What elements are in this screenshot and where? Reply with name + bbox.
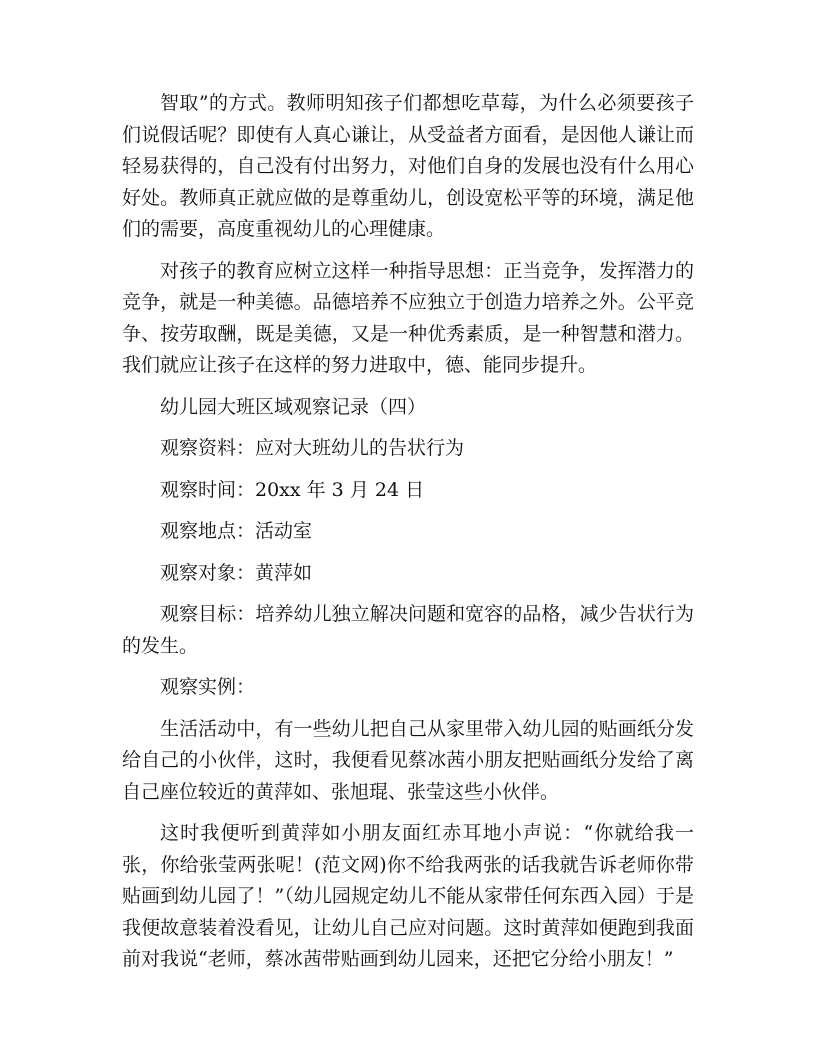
observation-goal: 观察目标：培养幼儿独立解决问题和宽容的品格，减少告状行为的发生。 — [122, 603, 694, 657]
observation-example-heading: 观察实例： — [160, 676, 256, 698]
paragraph-education-guidance: 对孩子的教育应树立这样一种指导思想：正当竞争，发挥潜力的竞争，就是一种美德。品德培养不应独立于创造力培养之外。公平竞争、按劳取酬，既是美德，又是一种优秀素质，是一种智慧和潜力。我们就应让孩子在这样的努力进取中，德、能同步提升。 — [122, 259, 694, 376]
paragraph-dialogue: 这时我便听到黄萍如小朋友面红赤耳地小声说：“你就给我一张，你给张莹两张呢！(范文网)你不给我两张的话我就告诉老师你带贴画到幼儿园了！”（幼儿园规定幼儿不能从家带任何东西入园）于是我便故意装着没看见，让幼儿自己应对问题。这时黄萍如便跑到我面前对我说“老师，蔡冰茜带贴画到幼儿园来，还把它分给小朋友！” — [122, 822, 694, 970]
observation-subject: 观察对象：黄萍如 — [160, 561, 313, 584]
paragraph-intro-continuation: 智取”的方式。教师明知孩子们都想吃草莓，为什么必须要孩子们说假话呢？即使有人真心谦让，从受益者方面看，是因他人谦让而轻易获得的，自己没有付出努力，对他们自身的发展也没有什么用心好处。教师真正就应做的是尊重幼儿，创设宽松平等的环境，满足他们的需要，高度重视幼儿的心理健康。 — [122, 92, 694, 240]
document-page — [122, 88, 694, 986]
observation-location: 观察地点：活动室 — [160, 520, 313, 542]
observation-time: 观察时间：20xx 年 3 月 24 日 — [160, 478, 425, 501]
paragraph-activity-description: 生活活动中，有一些幼儿把自己从家里带入幼儿园的贴画纸分发给自己的小伙伴，这时，我便看见蔡冰茜小朋友把贴画纸分发给了离自己座位较近的黄萍如、张旭琨、张莹这些小伙伴。 — [122, 717, 694, 803]
observation-material: 观察资料：应对大班幼儿的告状行为 — [160, 437, 465, 459]
section-heading: 幼儿园大班区域观察记录（四） — [160, 395, 427, 418]
